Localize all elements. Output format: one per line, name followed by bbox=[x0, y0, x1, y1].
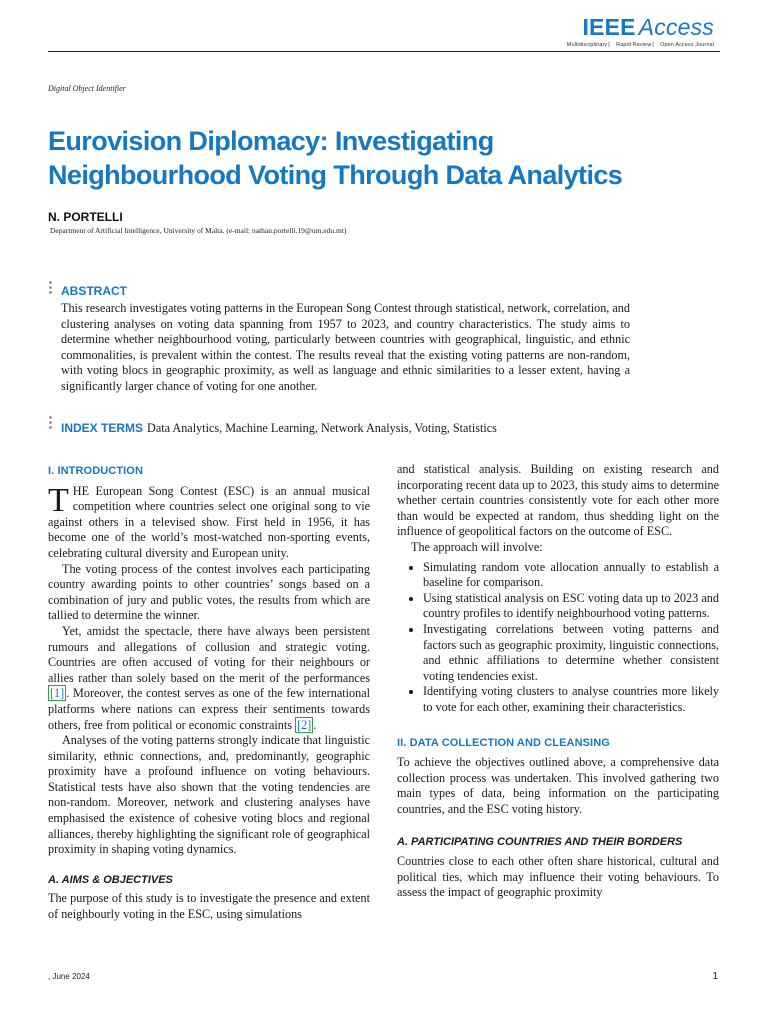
title-line-1: Eurovision Diplomacy: Investigating bbox=[48, 126, 494, 156]
citation-link-2[interactable]: [2] bbox=[297, 717, 312, 732]
index-terms bbox=[61, 419, 497, 437]
section-heading-introduction: I. INTRODUCTION bbox=[48, 465, 143, 477]
list-item: • Using statistical analysis on ESC voting data up to 2023 and country profiles to identify neighbourhood voting patterns. bbox=[423, 591, 719, 622]
aims-paragraph-1: The purpose of this study is to investigate the presence and extent of neighbourly voting in the ESC, using simulations bbox=[48, 891, 370, 922]
aims-paragraph-1-continued: and statistical analysis. Building on existing research and incorporating recent data up to 2023, this study aims to determine whether certain countries consistently vote for each other more than would be expected at random, thus shedding light on the influence of geopolitical factors on the outcome of ESC. bbox=[397, 462, 719, 539]
list-item: • Investigating correlations between voting patterns and factors such as geographic proximity, linguistic connections, and ethnic affiliations to determine whether consistent voting tendencies exist. bbox=[423, 622, 719, 684]
approach-list bbox=[397, 560, 719, 716]
intro-paragraph-3-text-a: Yet, amidst the spectacle, there have always been persistent rumours and allegations of collusion and strategic voting. Countries are often accused of voting for their neighbours or allies rather than solely based on the merit of the performances bbox=[48, 623, 370, 685]
list-item: • Identifying voting clusters to analyse countries more likely to vote for each other, examining their characteristics. bbox=[423, 684, 719, 715]
intro-paragraph-2: The voting process of the contest involves each participating country awarding points to other countries’ songs based on a combination of jury and public votes, the results from which are tallied to determine the winner. bbox=[48, 561, 370, 623]
left-column bbox=[48, 462, 370, 923]
title-line-2: Neighbourhood Voting Through Data Analytics bbox=[48, 160, 623, 190]
subsection-heading-aims: A. AIMS & OBJECTIVES bbox=[48, 873, 173, 886]
footer-date: , June 2024 bbox=[48, 972, 90, 981]
page-number: 1 bbox=[712, 971, 718, 982]
approach-intro: The approach will involve: bbox=[411, 539, 543, 554]
intro-paragraph-4: Analyses of the voting patterns strongly indicate that linguistic similarity, ethnic connections, and, predominantly, geographic proximity have a profound influence on voting behaviours. Statistical tests have also shown that the voting tendencies are non-random. Moreover, network and clustering analyses have emphasised the existence of cohesive voting blocs and regional alliances, thereby highlighting the significant role of geographical proximity in shaping voting dynamics. bbox=[48, 733, 370, 857]
header-rule bbox=[48, 51, 720, 52]
logo-wordmark bbox=[567, 14, 714, 40]
drop-cap: T bbox=[48, 481, 69, 519]
journal-logo bbox=[567, 14, 714, 49]
logo-access-text: Access bbox=[638, 14, 714, 40]
intro-paragraph-3-text-b: . Moreover, the contest serves as one of the few international platforms where nations can express their sentiments towards others, free from political or economic constraints bbox=[48, 686, 370, 732]
right-column bbox=[397, 462, 719, 901]
intro-paragraph-1 bbox=[48, 481, 370, 562]
section-heading-data-collection: II. DATA COLLECTION AND CLEANSING bbox=[397, 736, 610, 749]
index-terms-dots-icon bbox=[49, 416, 52, 431]
participating-paragraph-1: Countries close to each other often share historical, cultural and political ties, which may influence their voting behaviours. To assess the impact of geographic proximity bbox=[397, 854, 719, 900]
intro-paragraph-1-text: HE European Song Contest (ESC) is an annual musical competition where countries select one original song to vie against others in a televised show. First held in 1956, it has become one of the world’s most-watched non-sporting events, celebrating cultural diversity and European unity. bbox=[48, 483, 370, 560]
abstract-dots-icon bbox=[49, 281, 52, 296]
abstract-text: This research investigates voting patterns in the European Song Contest through statistical, network, correlation, and clustering analyses on voting data spanning from 1957 to 2023, and country characteristics. The study aims to determine whether neighbourhood voting, particularly between countries with geographical, linguistic, and ethnic commonalities, is prevalent within the contest. The results reveal that the existing voting patterns are non-random, with voting blocs in geographic proximity, as well as language and ethnic similarities to a lesser extent, having a significantly larger chance of voting for one another. bbox=[61, 301, 630, 393]
intro-paragraph-3-text-c: . bbox=[313, 717, 317, 732]
intro-paragraph-3 bbox=[48, 624, 370, 733]
paper-title bbox=[48, 124, 688, 192]
index-terms-text: Data Analytics, Machine Learning, Network Analysis, Voting, Statistics bbox=[147, 421, 497, 435]
author-affiliation: Department of Artificial Intelligence, University of Malta. (e-mail: nathan.portelli.19@um.edu.mt) bbox=[50, 226, 347, 235]
author-name: N. PORTELLI bbox=[48, 210, 123, 224]
data-paragraph-1: To achieve the objectives outlined above, a comprehensive data collection process was undertaken. This involved gathering two main types of data, being information on the participating countries, and the ESC voting history. bbox=[397, 755, 719, 816]
list-item: • Simulating random vote allocation annually to establish a baseline for comparison. bbox=[423, 560, 719, 591]
subsection-heading-participating-countries: A. PARTICIPATING COUNTRIES AND THEIR BORDERS bbox=[397, 836, 683, 849]
logo-tagline: Multidisciplinary ⎸ Rapid Review ⎸ Open Access Journal bbox=[566, 42, 714, 48]
index-terms-heading: INDEX TERMS bbox=[61, 421, 144, 435]
logo-ieee-text: IEEE bbox=[582, 14, 636, 40]
abstract-heading: ABSTRACT bbox=[61, 284, 127, 298]
citation-link-1[interactable]: [1] bbox=[50, 686, 65, 701]
doi-label: Digital Object Identifier bbox=[48, 84, 126, 93]
